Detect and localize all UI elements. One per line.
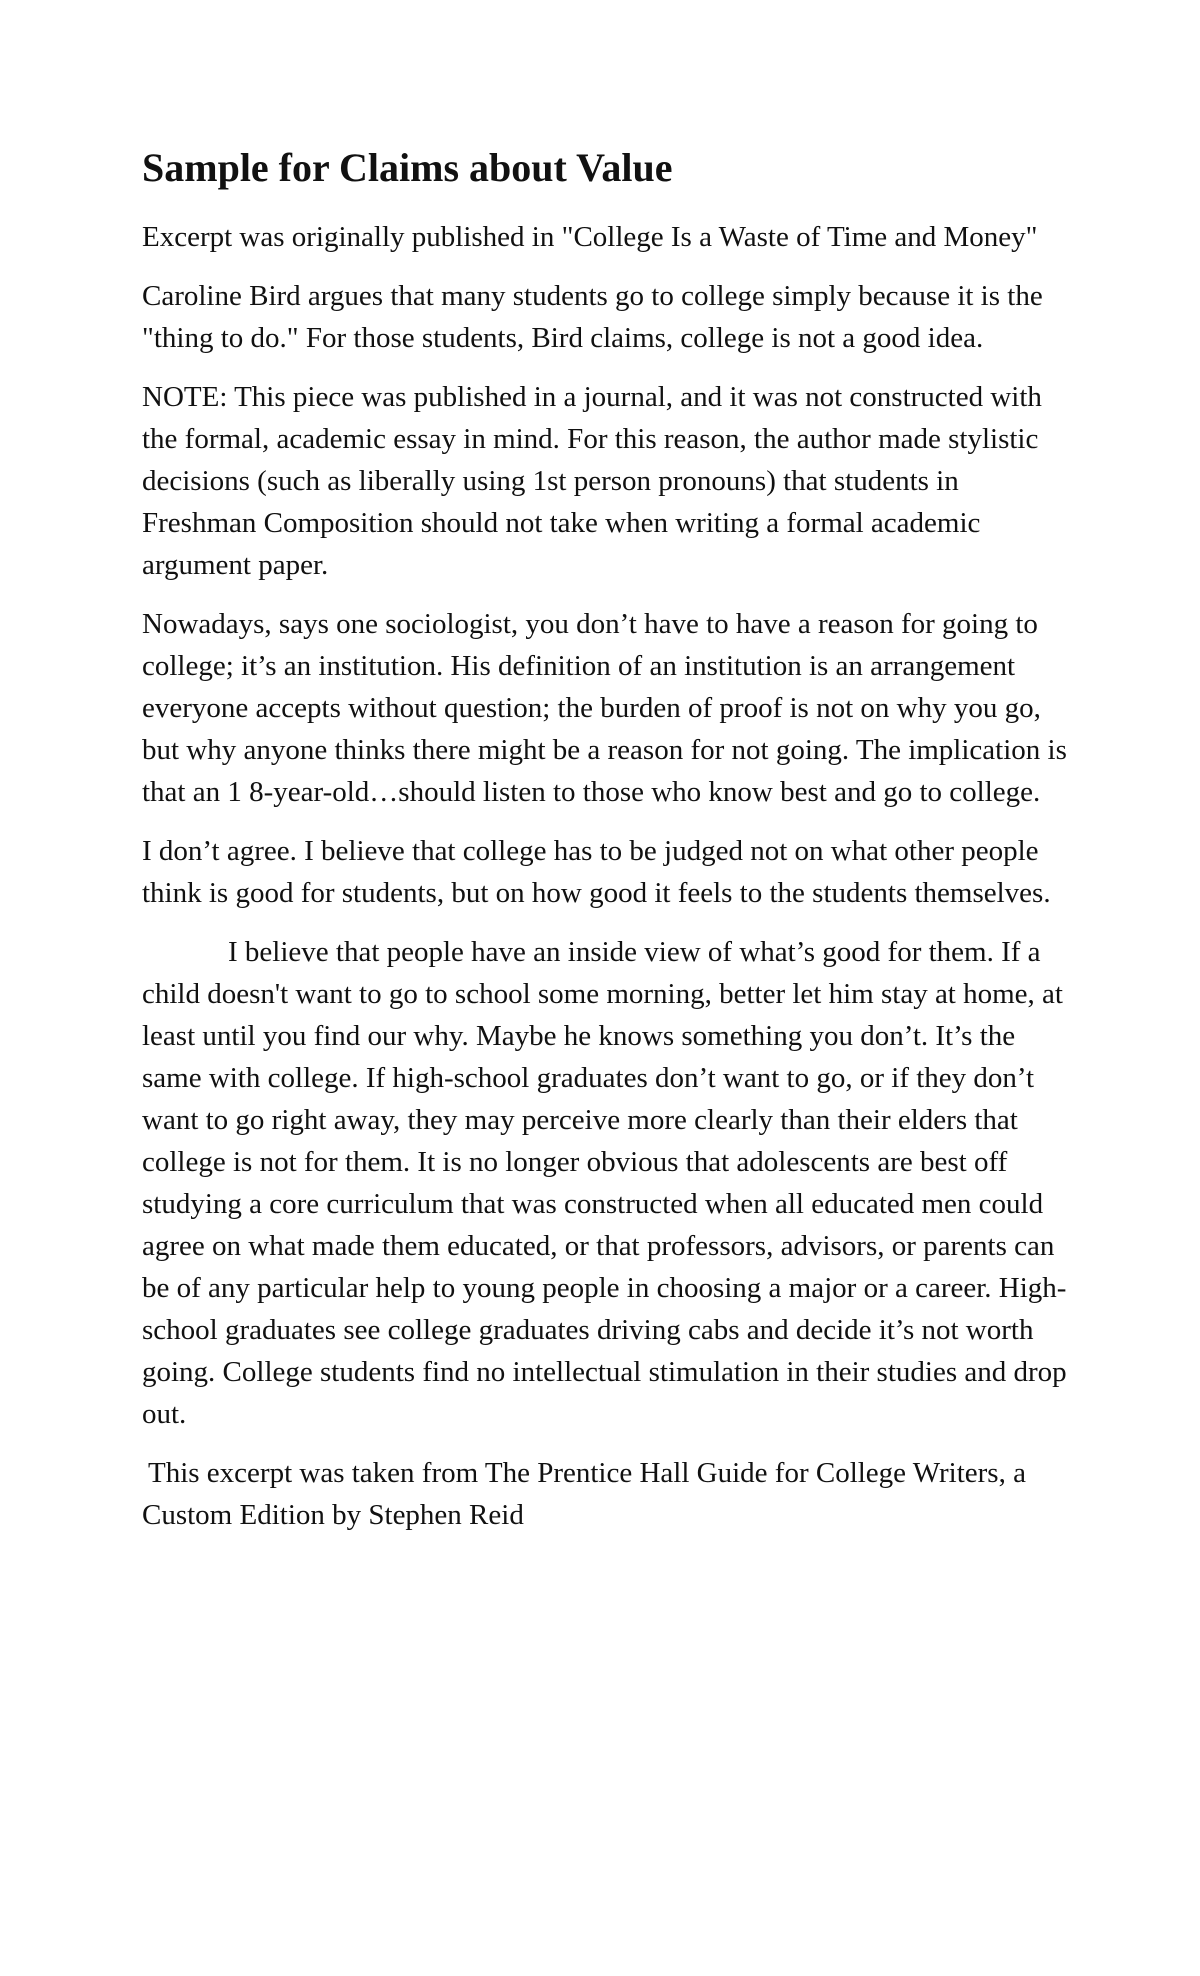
body-paragraph: Nowadays, says one sociologist, you don’t have to have a reason for going to college; it’s an institution. His definition of an institution is an arrangement everyone accepts without question; the burden of proof is not on why you go, but why anyone thinks there might be a reason for not going. The implication is that an 1 8-year-old…should listen to those who know best and go to college. [142,608,1067,808]
style-note-paragraph: NOTE: This piece was published in a journal, and it was not constructed with the formal, academic essay in mind. For this reason, the author made stylistic decisions (such as liberally using 1st person pronouns) that students in Freshman Composition should not take when writing a formal academic argument paper. [142,381,1042,581]
page-title: Sample for Claims about Value [142,145,673,190]
body-paragraph: I don’t agree. I believe that college has to be judged not on what other people think is good for students, but on how good it feels to the students themselves. [142,835,1051,909]
attribution-paragraph: This excerpt was taken from The Prentice Hall Guide for College Writers, a Custom Edition by Stephen Reid [142,1457,1026,1531]
document-page [142,140,1072,1553]
summary-paragraph: Caroline Bird argues that many students go to college simply because it is the "thing to do." For those students, Bird claims, college is not a good idea. [142,280,1043,354]
source-note: Excerpt was originally published in "College Is a Waste of Time and Money" [142,221,1038,253]
body-paragraph: I believe that people have an inside view of what’s good for them. If a child doesn't want to go to school some morning, better let him stay at home, at least until you find our why. Maybe he knows something you don’t. It’s the same with college. If high-school graduates don’t want to go, or if they don’t want to go right away, they may perceive more clearly than their elders that college is not for them. It is no longer obvious that adolescents are best off studying a core curriculum that was constructed when all educated men could agree on what made them educated, or that professors, advisors, or parents can be of any particular help to young people in choosing a major or a career. High-school graduates see college graduates driving cabs and decide it’s not worth going. College students find no intellectual stimulation in their studies and drop out. [142,936,1067,1430]
